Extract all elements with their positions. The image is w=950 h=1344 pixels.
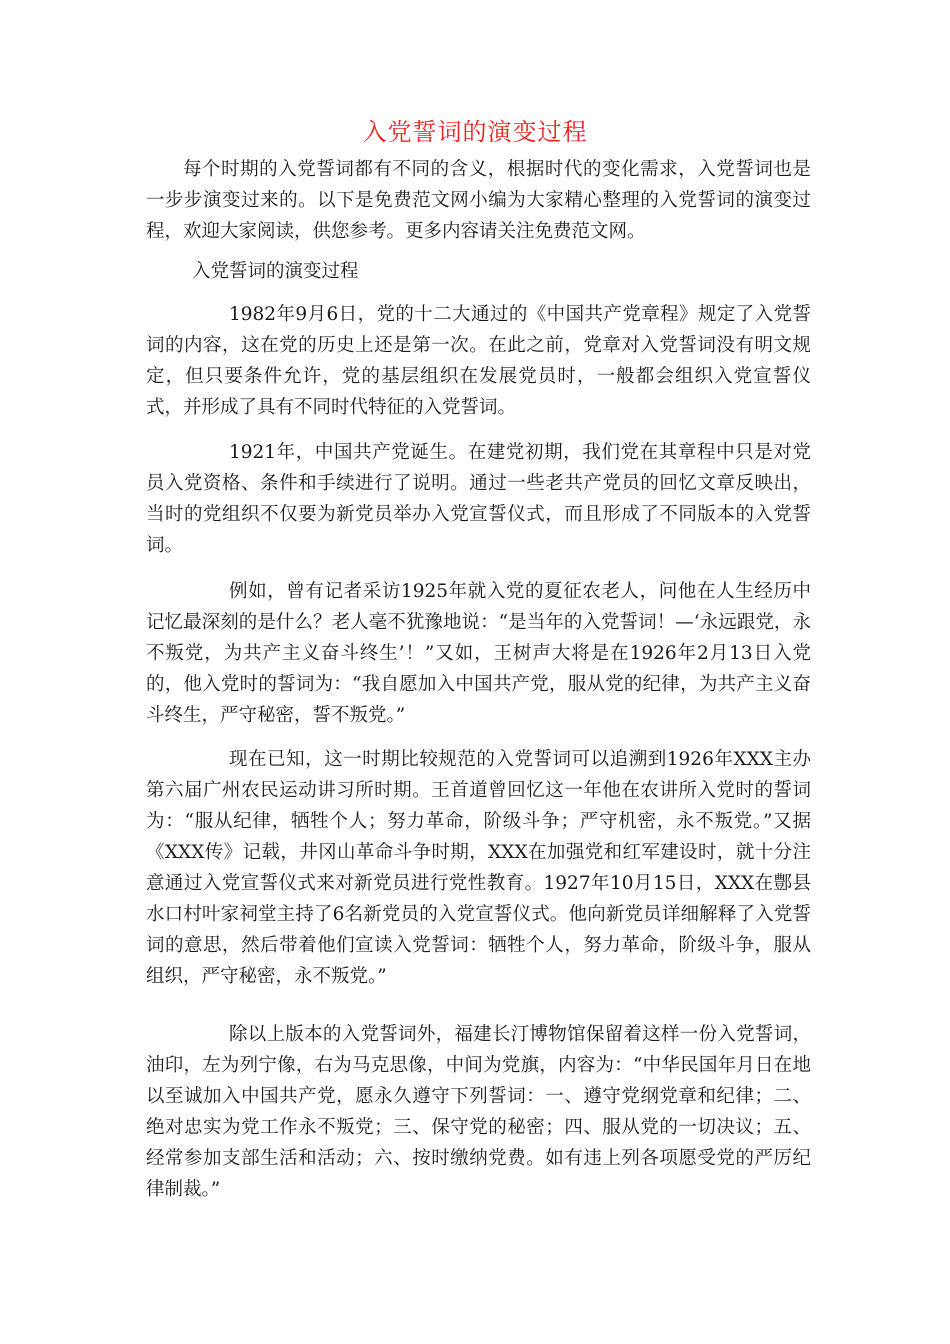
document-title: 入党誓词的演变过程 — [362, 118, 588, 146]
body-paragraph: 现在已知，这一时期比较规范的入党誓词可以追溯到1926年XXX主办第六届广州农民运动讲习所时期。王首道曾回忆这一年他在农讲所入党时的誓词为：“服从纪律，牺牲个人；努力革命，阶级斗争；严守机密，永不叛党。”又据《XXX传》记载，井冈山革命斗争时期，XXX在加强党和红军建设时，就十分注意通过入党宣誓仪式来对新党员进行党性教育。1927年10月15日，XXX在鄷县水口村叶家祠堂主持了6名新党员的入党宣誓仪式。他向新党员详细解释了入党誓词的意思，然后带着他们宣读入党誓词：牺牲个人，努力革命，阶级斗争，服从组织，严守秘密，永不叛党。” — [146, 749, 811, 987]
body-paragraph: 1982年9月6日，党的十二大通过的《中国共产党章程》规定了入党誓词的内容，这在党的历史上还是第一次。在此之前，党章对入党誓词没有明文规定，但只要条件允许，党的基层组织在发展党员时，一般都会组织入党宣誓仪式，并形成了具有不同时代特征的入党誓词。 — [146, 304, 811, 418]
section-subtitle: 入党誓词的演变过程 — [192, 261, 359, 282]
intro-paragraph: 每个时期的入党誓词都有不同的含义，根据时代的变化需求，入党誓词也是一步步演变过来的。以下是免费范文网小编为大家精心整理的入党誓词的演变过程，欢迎大家阅读，供您参考。更多内容请关注免费范文网。 — [146, 159, 811, 242]
body-paragraph: 例如，曾有记者采访1925年就入党的夏征农老人，问他在人生经历中记忆最深刻的是什么？老人毫不犹豫地说：“是当年的入党誓词！—‘永远跟党，永不叛党，为共产主义奋斗终生’！”又如，王树声大将是在1926年2月13日入党的，他入党时的誓词为：“我自愿加入中国共产党，服从党的纪律，为共产主义奋斗终生，严守秘密，誓不叛党。” — [146, 581, 811, 726]
body-paragraph: 1921年，中国共产党诞生。在建党初期，我们党在其章程中只是对党员入党资格、条件和手续进行了说明。通过一些老共产党员的回忆文章反映出，当时的党组织不仅要为新党员举办入党宣誓仪式，而且形成了不同版本的入党誓词。 — [146, 442, 811, 556]
body-paragraph: 除以上版本的入党誓词外，福建长汀博物馆保留着这样一份入党誓词，油印，左为列宁像，右为马克思像，中间为党旗，内容为：“中华民国年月日在地以至诚加入中国共产党，愿永久遵守下列誓词：一、遵守党纲党章和纪律；二、绝对忠实为党工作永不叛党；三、保守党的秘密；四、服从党的一切决议；五、经常参加支部生活和活动；六、按时缴纳党费。如有违上列各项愿受党的严厉纪律制裁。” — [146, 1024, 811, 1200]
